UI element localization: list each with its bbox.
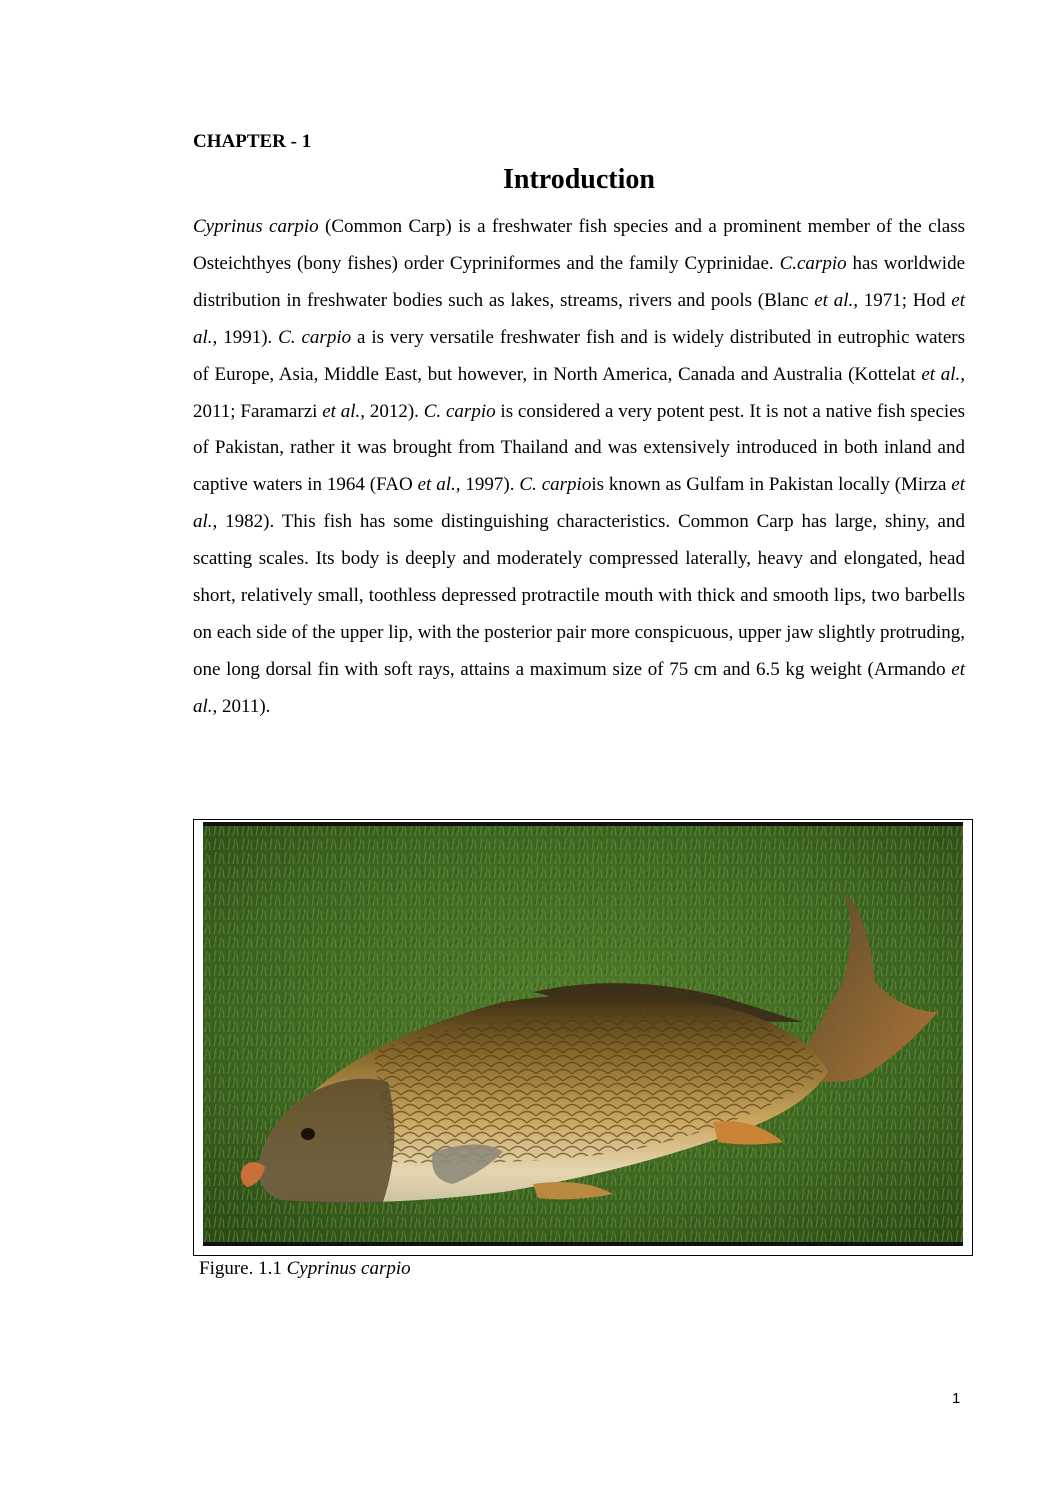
- paragraph-run: a is very versatile freshwater fish and is widely distributed in eutrophic waters of Europe, Asia, Middle East, but however, in North America, Canada and Australia (Kottelat: [193, 326, 965, 385]
- chapter-heading: CHAPTER - 1: [193, 131, 312, 152]
- figure-frame: [193, 819, 973, 1256]
- page-number: 1: [952, 1390, 961, 1407]
- paragraph-run: 1971; Hod: [857, 289, 952, 311]
- intro-paragraph: [193, 209, 965, 726]
- paragraph-run: et al.,: [417, 474, 461, 496]
- carp-photo: [203, 822, 963, 1246]
- paragraph-run: C. carpio: [278, 326, 352, 348]
- caption-species: Cyprinus carpio: [286, 1258, 411, 1279]
- paragraph-run: 1982). This fish has some distinguishing characteristics. Common Carp has large, shiny, and scatting scales. Its body is deeply and moderately compressed laterally, heavy and elongated, head short, relatively small, toothless depressed protractile mouth with thick and smooth lips, two barbells on each side of the upper lip, with the posterior pair more conspicuous, upper jaw slightly protruding, one long dorsal fin with soft rays, attains a maximum size of 75 cm and 6.5 kg weight (Armando: [193, 511, 965, 680]
- paragraph-run: et al.,: [921, 363, 966, 385]
- paragraph-run: C.carpio: [779, 252, 847, 274]
- paragraph-run: 1997).: [460, 474, 520, 496]
- paragraph-run: 2012).: [365, 400, 424, 422]
- paragraph-run: C. carpio: [423, 400, 496, 422]
- paragraph-run: 2011).: [217, 695, 271, 717]
- page-title: Introduction: [503, 164, 655, 195]
- paragraph-run: is considered a very potent pest. It is not a native fish species of Pakistan, rather it was brought from Thailand and was extensively introduced in both inland and captive waters in 1964 (FAO: [193, 400, 966, 496]
- paragraph-run: 1991).: [217, 326, 279, 348]
- figure-caption: [199, 1258, 411, 1280]
- paragraph-run: et al.,: [193, 474, 966, 533]
- paragraph-run: et al.,: [193, 289, 966, 348]
- paragraph-run: is known as Gulfam in Pakistan locally (Mirza: [591, 474, 952, 496]
- paragraph-run: et al.,: [193, 658, 965, 717]
- paragraph-run: has worldwide distribution in freshwater bodies such as lakes, streams, rivers and pools (Blanc: [193, 252, 966, 311]
- paragraph-run: et al.,: [814, 289, 858, 311]
- paragraph-run: C. carpio: [519, 474, 592, 496]
- paragraph-run: Cyprinus carpio: [193, 216, 319, 237]
- paragraph-run: 2011; Faramarzi: [193, 400, 323, 422]
- paragraph-run: (Common Carp) is a freshwater fish species and a prominent member of the class Osteichthyes (bony fishes) order Cypriniformes and the family Cyprinidae.: [193, 216, 965, 274]
- caption-label: Figure. 1.1: [199, 1258, 287, 1279]
- paragraph-run: et al.,: [322, 400, 366, 422]
